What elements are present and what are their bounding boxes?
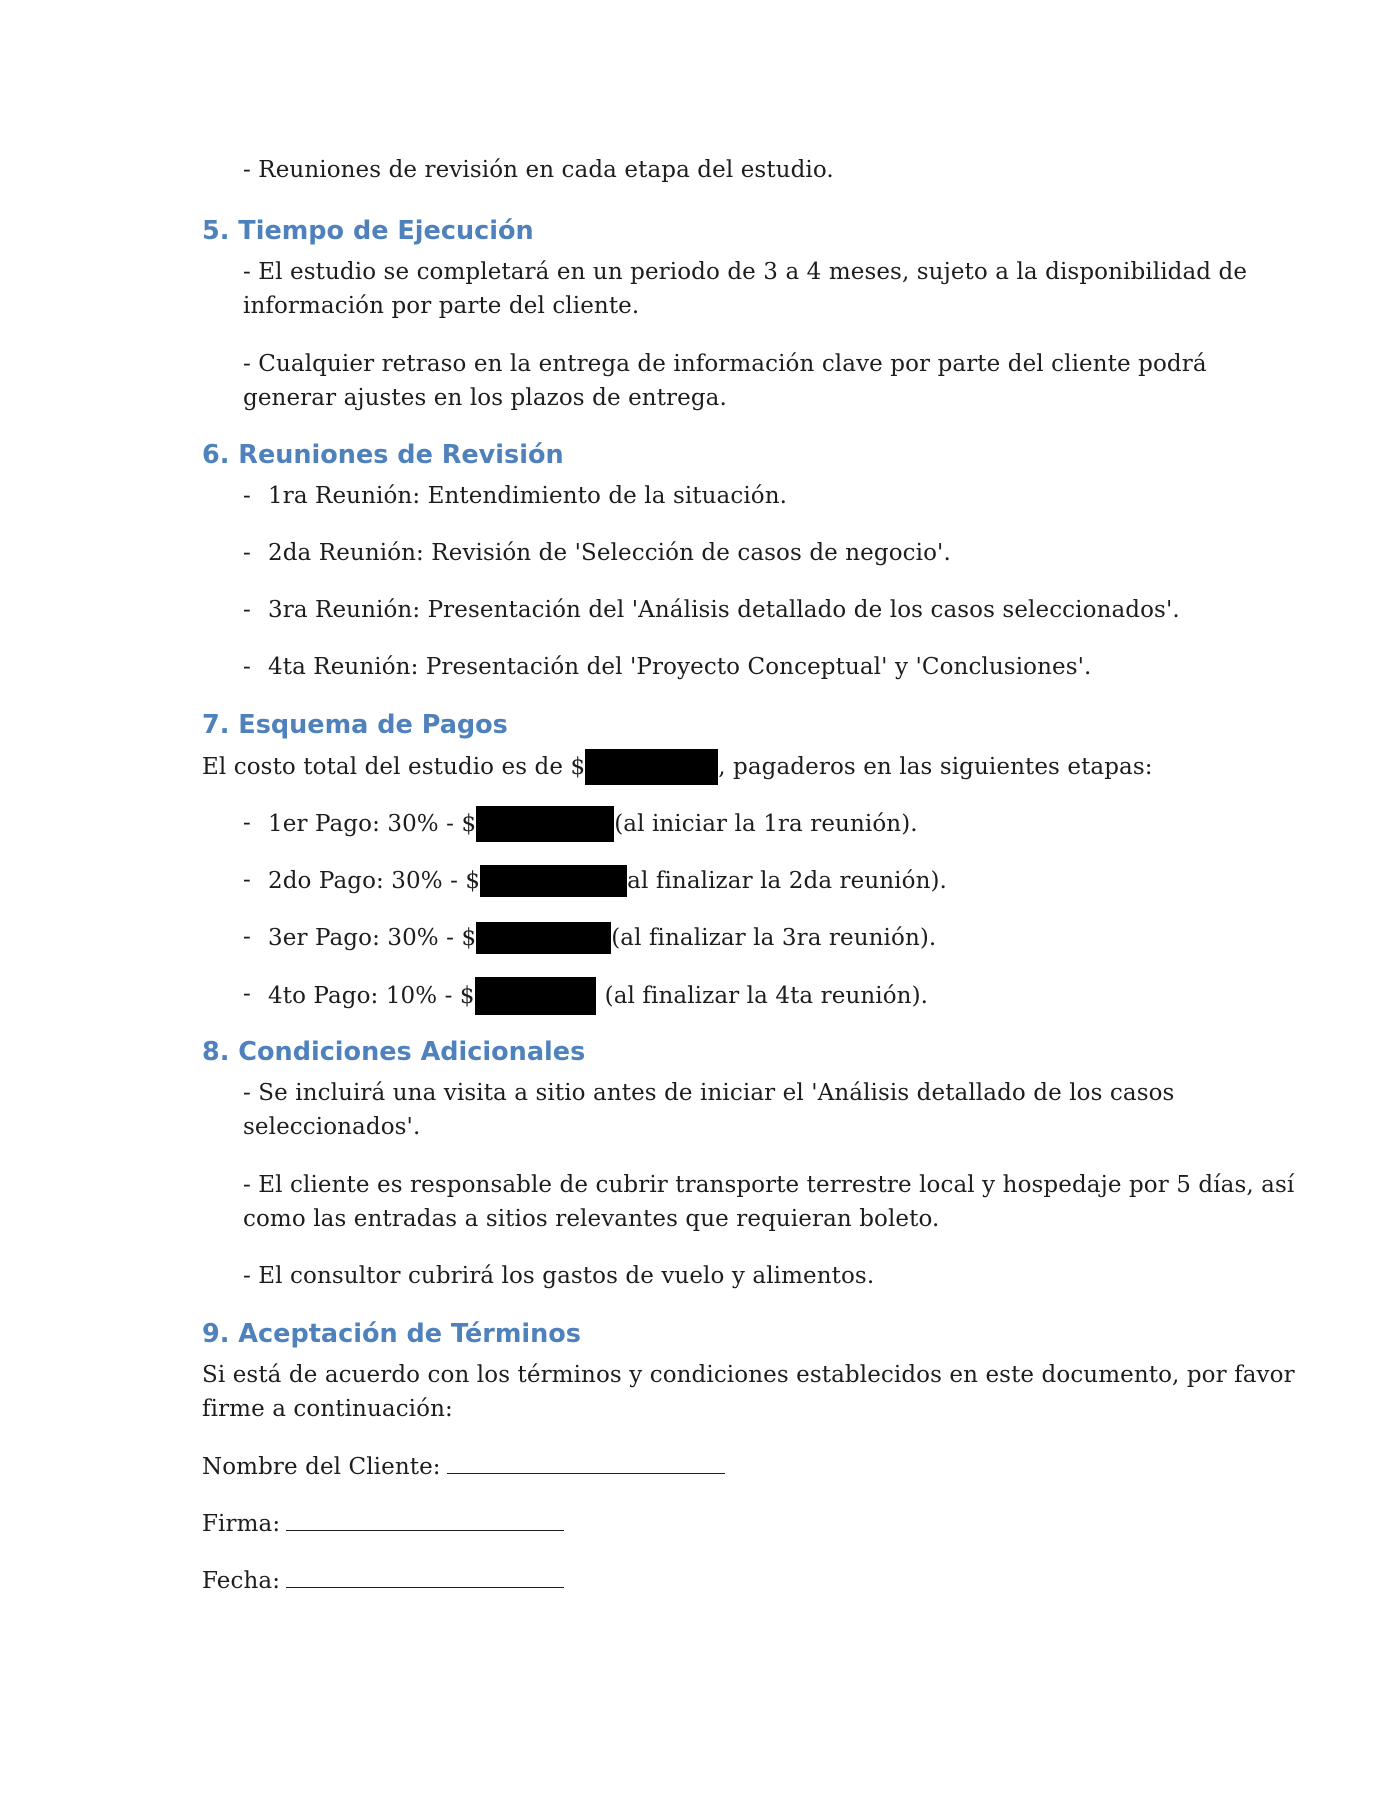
payment-1-prefix: 1er Pago: 30% - $	[268, 811, 477, 837]
payment-item-2	[268, 863, 947, 898]
section-5-heading: 5. Tiempo de Ejecución	[202, 216, 534, 246]
section-5-paragraph-2-line-1: - Cualquier retraso en la entrega de información clave por parte del cliente podrá	[243, 351, 1207, 377]
section-8-paragraph-1-line-1: - Se incluirá una visita a sitio antes de iniciar el 'Análisis detallado de los casos	[243, 1080, 1175, 1106]
payment-intro-suffix: , pagaderos en las siguientes etapas:	[718, 754, 1153, 780]
section-8-paragraph-2-line-1: - El cliente es responsable de cubrir transporte terrestre local y hospedaje por 5 días, así	[243, 1172, 1295, 1198]
redacted-payment-3-amount	[476, 922, 611, 954]
signature-field[interactable]	[202, 1507, 564, 1541]
client-name-label: Nombre del Cliente:	[202, 1454, 441, 1480]
section-9-paragraph-line-1: Si está de acuerdo con los términos y condiciones establecidos en este documento, por favor	[202, 1362, 1295, 1388]
section-9-paragraph-line-2: firme a continuación:	[202, 1396, 453, 1422]
section-8-paragraph-2-line-2: como las entradas a sitios relevantes que requieran boleto.	[243, 1206, 940, 1232]
section-8-heading: 8. Condiciones Adicionales	[202, 1037, 586, 1067]
meeting-item-3: 3ra Reunión: Presentación del 'Análisis detallado de los casos seleccionados'.	[268, 597, 1180, 623]
meeting-item-4: 4ta Reunión: Presentación del 'Proyecto Conceptual' y 'Conclusiones'.	[268, 654, 1092, 680]
section-8-paragraph-3-line-1: - El consultor cubrirá los gastos de vuelo y alimentos.	[243, 1263, 875, 1289]
bullet-dash: -	[243, 597, 251, 623]
date-blank-line[interactable]	[286, 1567, 564, 1588]
signature-blank-line[interactable]	[286, 1510, 564, 1531]
bullet-dash: -	[243, 483, 251, 509]
payment-intro-prefix: El costo total del estudio es de $	[202, 754, 586, 780]
bullet-dash: -	[243, 654, 251, 680]
section-6-heading: 6. Reuniones de Revisión	[202, 440, 564, 470]
payment-4-prefix: 4to Pago: 10% - $	[268, 983, 475, 1009]
bullet-dash: -	[243, 867, 251, 893]
client-name-field[interactable]	[202, 1450, 725, 1484]
redacted-payment-2-amount	[480, 865, 627, 897]
client-name-blank-line[interactable]	[447, 1453, 725, 1474]
meeting-item-2: 2da Reunión: Revisión de 'Selección de casos de negocio'.	[268, 540, 951, 566]
bullet-dash: -	[243, 540, 251, 566]
redacted-payment-1-amount	[476, 806, 614, 842]
payment-2-suffix: al finalizar la 2da reunión).	[627, 868, 947, 894]
date-field[interactable]	[202, 1564, 564, 1598]
date-label: Fecha:	[202, 1568, 281, 1594]
payment-1-suffix: (al iniciar la 1ra reunión).	[614, 811, 918, 837]
signature-label: Firma:	[202, 1511, 281, 1537]
payment-3-suffix: (al finalizar la 3ra reunión).	[611, 925, 937, 951]
section-5-paragraph-2-line-2: generar ajustes en los plazos de entrega.	[243, 385, 727, 411]
bullet-dash: -	[243, 981, 251, 1007]
redacted-payment-4-amount	[475, 977, 596, 1015]
bullet-dash: -	[243, 924, 251, 950]
bullet-dash: -	[243, 810, 251, 836]
section-5-paragraph-1-line-1: - El estudio se completará en un periodo de 3 a 4 meses, sujeto a la disponibilidad de	[243, 259, 1248, 285]
payment-item-1	[268, 806, 918, 842]
payment-2-prefix: 2do Pago: 30% - $	[268, 868, 481, 894]
intro-bullet-line: - Reuniones de revisión en cada etapa del estudio.	[243, 157, 834, 183]
section-9-heading: 9. Aceptación de Términos	[202, 1319, 581, 1349]
redacted-total-amount	[585, 749, 718, 785]
section-5-paragraph-1-line-2: información por parte del cliente.	[243, 293, 640, 319]
payment-item-4	[268, 977, 928, 1015]
payment-item-3	[268, 920, 936, 955]
payment-3-prefix: 3er Pago: 30% - $	[268, 925, 477, 951]
payment-4-suffix: (al finalizar la 4ta reunión).	[604, 983, 929, 1009]
section-7-heading: 7. Esquema de Pagos	[202, 710, 508, 740]
meeting-item-1: 1ra Reunión: Entendimiento de la situación.	[268, 483, 788, 509]
section-8-paragraph-1-line-2: seleccionados'.	[243, 1114, 421, 1140]
payment-intro-line	[202, 749, 1153, 785]
